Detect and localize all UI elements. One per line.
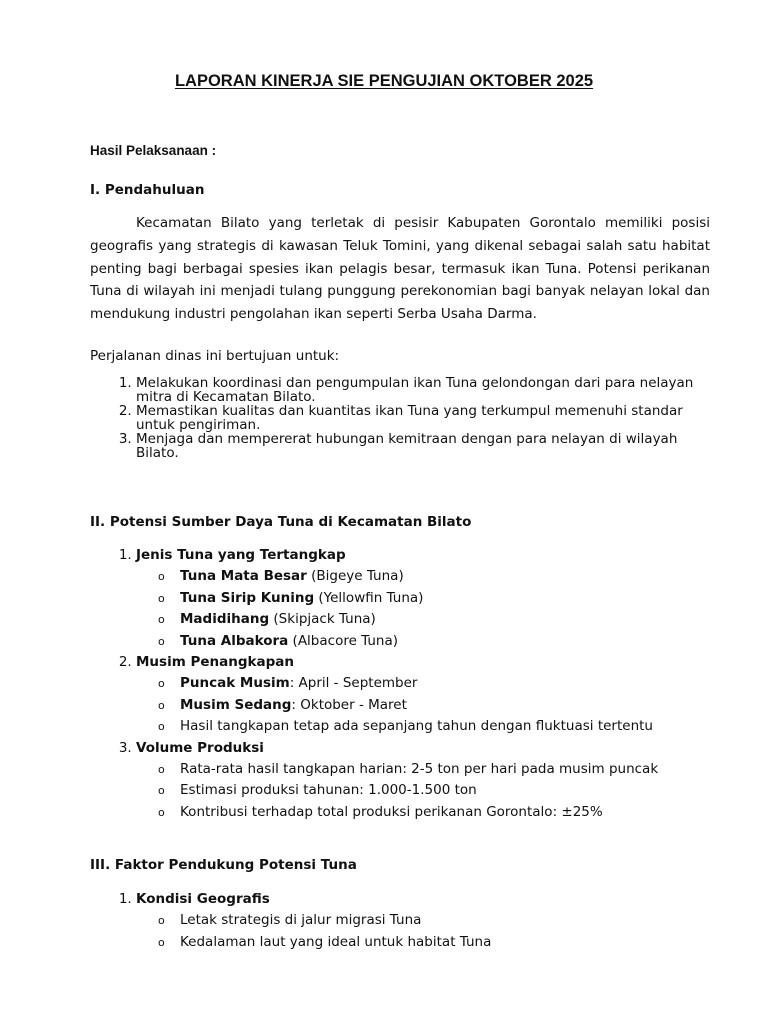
- list-item: [136, 545, 736, 652]
- section1-heading: I. Pendahuluan: [90, 182, 205, 198]
- list-item: [136, 738, 736, 824]
- section2-list: [90, 545, 736, 823]
- sub-list-item: [158, 802, 736, 823]
- list-item: [136, 889, 736, 953]
- paragraph-text: Kecamatan Bilato yang terletak di pesisir Kabupaten Gorontalo memiliki posisi geografis yang strategis di kawasan Teluk Tomini, yang dikenal sebagai salah satu habitat penting bagi berbagai spesies ikan pelagis besar, termasuk ikan Tuna. Potensi perikanan Tuna di wilayah ini menjadi tulang punggung perekonomian bagi banyak nelayan lokal dan mendukung industri pengolahan ikan seperti Serba Usaha Darma.: [90, 215, 710, 323]
- sub-list-item: [158, 673, 736, 694]
- term-description: (Bigeye Tuna): [306, 568, 404, 585]
- sub-list-item: [158, 716, 736, 737]
- list-item-title: Jenis Tuna yang Tertangkap: [136, 547, 346, 563]
- term-description: : Oktober - Maret: [291, 696, 407, 713]
- sub-list-item: [158, 609, 736, 630]
- goals-list: [90, 376, 720, 460]
- list-item-title: Volume Produksi: [136, 739, 264, 756]
- sub-list: [136, 566, 736, 652]
- sub-list: [136, 673, 736, 737]
- sub-list-item: [158, 759, 690, 780]
- goal-item: 3. Menjaga dan mempererat hubungan kemitraan dengan para nelayan di wilayah Bilato.: [136, 432, 720, 460]
- section3-heading: III. Faktor Pendukung Potensi Tuna: [90, 857, 357, 873]
- term-label: Tuna Albakora: [180, 632, 289, 649]
- sub-list-item: [158, 588, 736, 609]
- sub-list-item: [158, 910, 736, 931]
- bullet-icon: o: [158, 570, 165, 584]
- document-title: LAPORAN KINERJA SIE PENGUJIAN OKTOBER 2025: [174, 72, 594, 90]
- term-description: Estimasi produksi tahunan: 1.000-1.500 ton: [180, 782, 477, 799]
- term-description: Hasil tangkapan tetap ada sepanjang tahun dengan fluktuasi tertentu: [180, 718, 653, 735]
- section1-paragraph: [90, 212, 710, 326]
- bullet-icon: o: [158, 784, 165, 798]
- bullet-icon: o: [158, 914, 165, 928]
- sub-list-item: [158, 695, 736, 716]
- goal-item: 1. Melakukan koordinasi dan pengumpulan ikan Tuna gelondongan dari para nelayan mitra di Kecamatan Bilato.: [136, 376, 720, 404]
- bullet-icon: o: [158, 720, 165, 734]
- bullet-icon: o: [158, 591, 165, 605]
- term-description: Rata-rata hasil tangkapan harian: 2-5 ton per hari pada musim puncak: [180, 761, 659, 778]
- term-description: (Yellowfin Tuna): [314, 589, 424, 606]
- term-label: Madidihang: [180, 611, 270, 628]
- bullet-icon: o: [158, 634, 165, 648]
- list-item-title: Musim Penangkapan: [136, 654, 294, 671]
- sub-list: [136, 910, 736, 953]
- term-label: Tuna Sirip Kuning: [180, 589, 315, 606]
- sub-list-item: [158, 566, 736, 587]
- bullet-icon: o: [158, 763, 165, 777]
- term-description: Kedalaman laut yang ideal untuk habitat Tuna: [180, 933, 492, 950]
- section3-list: [90, 889, 736, 953]
- term-description: : April - September: [289, 675, 418, 692]
- bullet-icon: o: [158, 613, 165, 627]
- list-item-title: Kondisi Geografis: [136, 891, 270, 907]
- term-description: (Skipjack Tuna): [269, 611, 376, 628]
- sub-list-item: [158, 631, 736, 652]
- sub-list-item: [158, 780, 736, 801]
- bullet-icon: o: [158, 677, 165, 691]
- term-label: Musim Sedang: [180, 696, 292, 713]
- goals-intro: Perjalanan dinas ini bertujuan untuk:: [90, 348, 340, 364]
- bullet-icon: o: [158, 698, 165, 712]
- list-item: [136, 652, 736, 738]
- goal-item: 2. Memastikan kualitas dan kuantitas ikan Tuna yang terkumpul memenuhi standar untuk pengiriman.: [136, 404, 720, 432]
- bullet-icon: o: [158, 935, 165, 949]
- term-description: Kontribusi terhadap total produksi perikanan Gorontalo: ±25%: [180, 803, 603, 820]
- term-label: Puncak Musim: [180, 675, 290, 692]
- sub-list-item: [158, 932, 736, 953]
- term-label: Tuna Mata Besar: [180, 568, 307, 585]
- section2-heading: II. Potensi Sumber Daya Tuna di Kecamatan Bilato: [90, 514, 472, 530]
- bullet-icon: o: [158, 805, 165, 819]
- term-description: Letak strategis di jalur migrasi Tuna: [180, 912, 422, 929]
- hasil-label: Hasil Pelaksanaan :: [90, 143, 217, 158]
- sub-list: [136, 759, 736, 823]
- term-description: (Albacore Tuna): [288, 632, 399, 649]
